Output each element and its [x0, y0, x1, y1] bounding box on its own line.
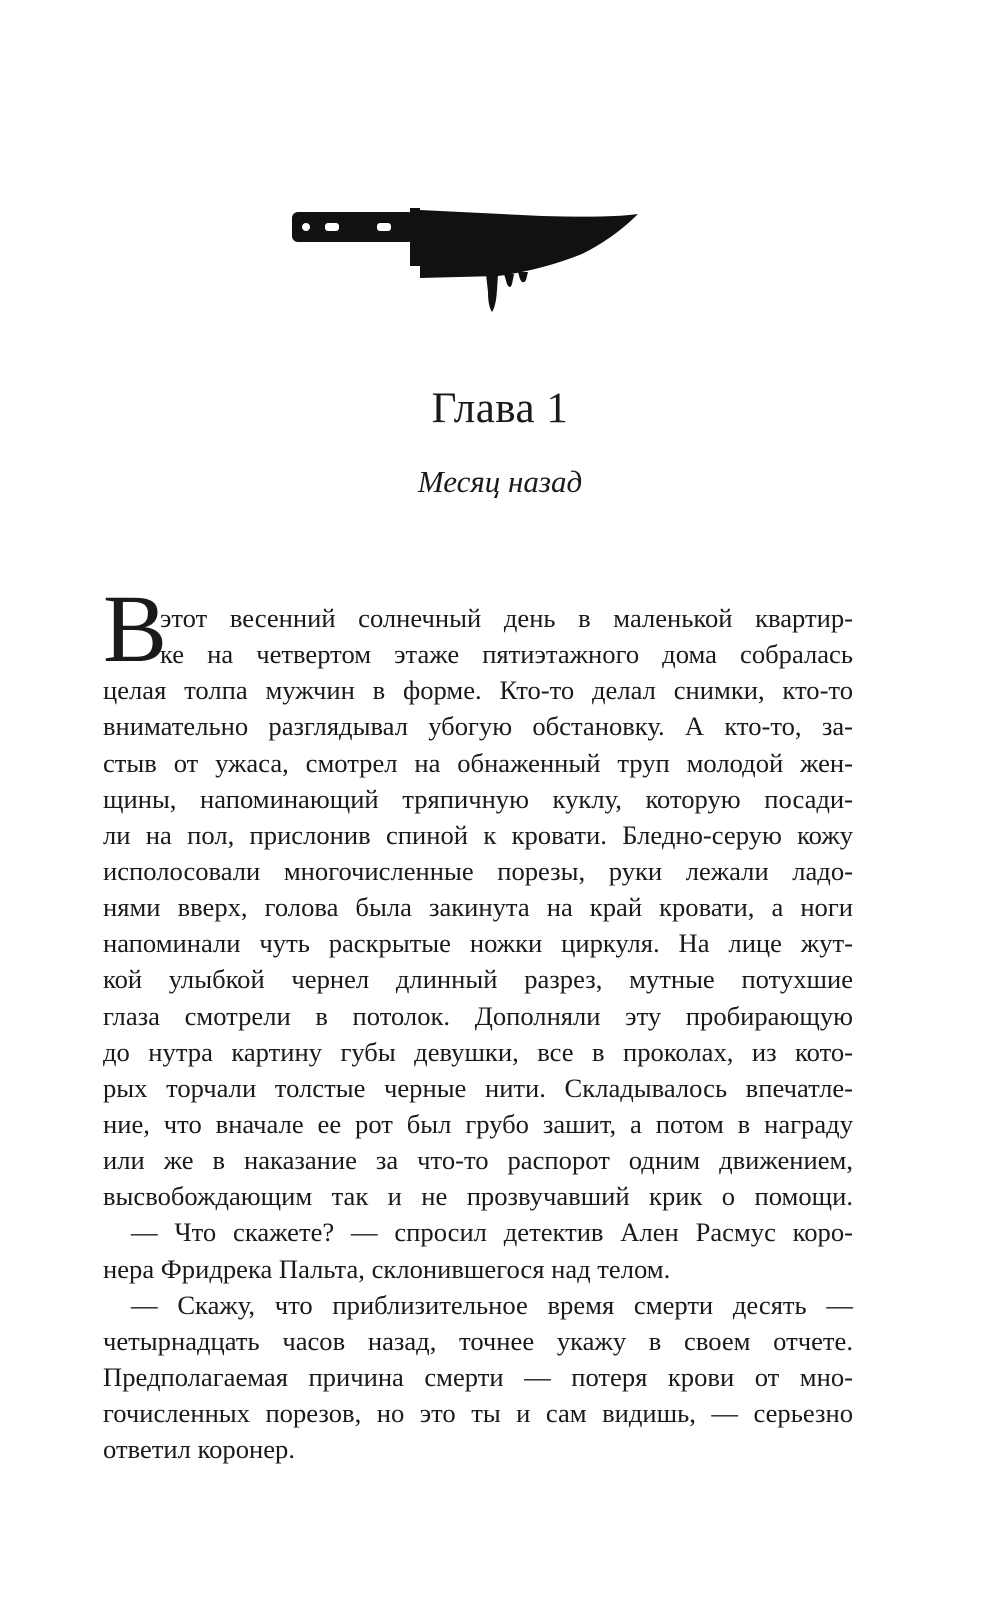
text-line: до нутра картину губы девушки, все в проколах, из кото-	[103, 1036, 853, 1067]
text-line: этот весенний солнечный день в маленькой квартир-	[160, 603, 853, 633]
text-line: — Скажу, что приблизительное время смерти десять —	[131, 1289, 853, 1320]
text-line: щины, напоминающий тряпичную куклу, которую посади-	[103, 783, 853, 814]
text-line: ние, что вначале ее рот был грубо зашит, а потом в награду	[103, 1108, 853, 1139]
text-line: Предполагаемая причина смерти — потеря крови от мно-	[103, 1361, 853, 1392]
text-line: напоминали чуть раскрытые ножки циркуля. На лице жут-	[103, 928, 853, 959]
text-line: целая толпа мужчин в форме. Кто-то делал снимки, кто-то	[103, 675, 853, 706]
text-line: внимательно разглядывал убогую обстановку. А кто-то, за-	[103, 711, 853, 742]
text-line: рых торчали толстые черные нити. Складывалось впечатле-	[103, 1072, 853, 1103]
text-line: ли на пол, прислонив спиной к кровати. Бледно-серую кожу	[103, 819, 853, 850]
text-line: кой улыбкой чернел длинный разрез, мутные потухшие	[103, 964, 853, 995]
text-line: гочисленных порезов, но это ты и сам видишь, — серьезно	[103, 1398, 853, 1429]
text-line: ответил коронер.	[103, 1434, 295, 1465]
text-line: нями вверх, голова была закинута на край кровати, а ноги	[103, 892, 853, 923]
text-line: исполосовали многочисленные порезы, руки лежали ладо-	[103, 855, 853, 886]
text-line: или же в наказание за что-то распорот одним движением,	[103, 1145, 853, 1176]
text-line: четырнадцать часов назад, точнее укажу в своем отчете.	[103, 1325, 853, 1356]
text-line: — Что скажете? — спросил детектив Ален Расмус коро-	[131, 1217, 853, 1248]
text-line: глаза смотрели в потолок. Дополняли эту пробирающую	[103, 1000, 853, 1031]
text-line: стыв от ужаса, смотрел на обнаженный труп молодой жен-	[103, 747, 853, 778]
drop-cap: В	[103, 575, 168, 682]
text-line: нера Фридрека Пальта, склонившегося над телом.	[103, 1253, 671, 1284]
text-line: ке на четвертом этаже пятиэтажного дома собралась	[160, 639, 853, 670]
chapter-subtitle: Месяц назад	[417, 464, 583, 499]
knife-icon	[292, 208, 664, 320]
chapter-title: Глава 1	[431, 385, 569, 432]
text-line: высвобождающим так и не прозвучавший крик о помощи.	[103, 1181, 853, 1212]
body-text	[103, 600, 853, 1467]
